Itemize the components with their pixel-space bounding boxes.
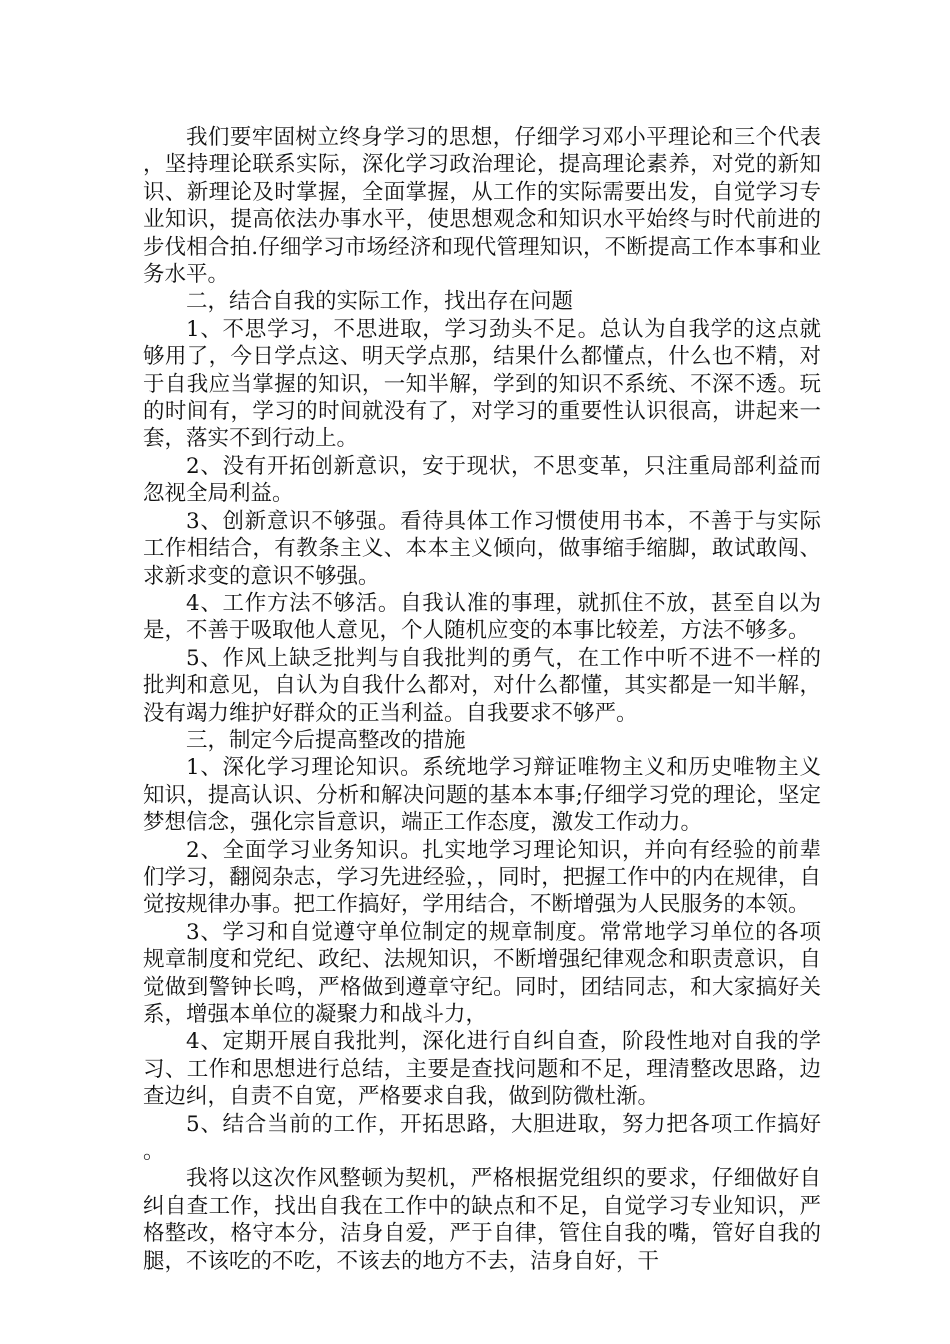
measure-item-5: 5、结合当前的工作，开拓思路，大胆进取，努力把各项工作搞好。 [143,1111,821,1165]
paragraph-lifelong-learning: 我们要牢固树立终身学习的思想，仔细学习邓小平理论和三个代表，坚持理论联系实际，深化学习政治理论，提高理论素养，对党的新知识、新理论及时掌握，全面掌握，从工作的实际需要出发，自觉学习专业知识，提高依法办事水平，使思想观念和知识水平始终与时代前进的步伐相合拍.仔细学习市场经济和现代管理知识，不断提高工作本事和业务水平。 [143,125,821,288]
problem-item-4: 4、工作方法不够活。自我认准的事理，就抓住不放，甚至自以为是，不善于吸取他人意见，个人随机应变的本事比较差，方法不够多。 [143,590,821,644]
problem-item-1: 1、不思学习，不思进取，学习劲头不足。总认为自我学的这点就够用了，今日学点这、明天学点那，结果什么都懂点，什么也不精，对于自我应当掌握的知识，一知半解，学到的知识不系统、不深不透。玩的时间有，学习的时间就没有了，对学习的重要性认识很高，讲起来一套，落实不到行动上。 [143,316,821,452]
problem-item-5: 5、作风上缺乏批判与自我批判的勇气，在工作中听不进不一样的批判和意见，自认为自我什么都对，对什么都懂，其实都是一知半解，没有竭力维护好群众的正当利益。自我要求不够严。 [143,645,821,726]
section-heading-problems: 二，结合自我的实际工作，找出存在问题 [186,289,574,315]
measure-item-3: 3、学习和自觉遵守单位制定的规章制度。常常地学习单位的各项规章制度和党纪、政纪、法规知识，不断增强纪律观念和职责意识，自觉做到警钟长鸣，严格做到遵章守纪。同时，团结同志，和大家搞好关系，增强本单位的凝聚力和战斗力， [143,919,821,1027]
measure-item-2: 2、全面学习业务知识。扎实地学习理论知识，并向有经验的前辈们学习，翻阅杂志，学习先进经验，，同时，把握工作中的内在规律，自觉按规律办事。把工作搞好，学用结合，不断增强为人民服务的本领。 [143,837,821,918]
document-page [143,124,821,1275]
section-heading-measures: 三，制定今后提高整改的措施 [186,727,466,753]
problem-item-3: 3、创新意识不够强。看待具体工作习惯使用书本，不善于与实际工作相结合，有教条主义、本本主义倾向，做事缩手缩脚，敢试敢闯、求新求变的意识不够强。 [143,508,821,589]
measure-item-1: 1、深化学习理论知识。系统地学习辩证唯物主义和历史唯物主义知识，提高认识、分析和解决问题的基本本事;仔细学习党的理论，坚定梦想信念，强化宗旨意识，端正工作态度，激发工作动力。 [143,755,821,836]
problem-item-2: 2、没有开拓创新意识，安于现状，不思变革，只注重局部利益而忽视全局利益。 [143,453,821,507]
paragraph-conclusion: 我将以这次作风整顿为契机，严格根据党组织的要求，仔细做好自纠自查工作，找出自我在工作中的缺点和不足，自觉学习专业知识，严格整改，格守本分，洁身自爱，严于自律，管住自我的嘴，管好自我的腿，不该吃的不吃，不该去的地方不去，洁身自好，干 [143,1166,821,1274]
measure-item-4: 4、定期开展自我批判，深化进行自纠自查，阶段性地对自我的学习、工作和思想进行总结，主要是查找问题和不足，理清整改思路，边查边纠，自责不自宽，严格要求自我，做到防微杜渐。 [143,1029,821,1110]
